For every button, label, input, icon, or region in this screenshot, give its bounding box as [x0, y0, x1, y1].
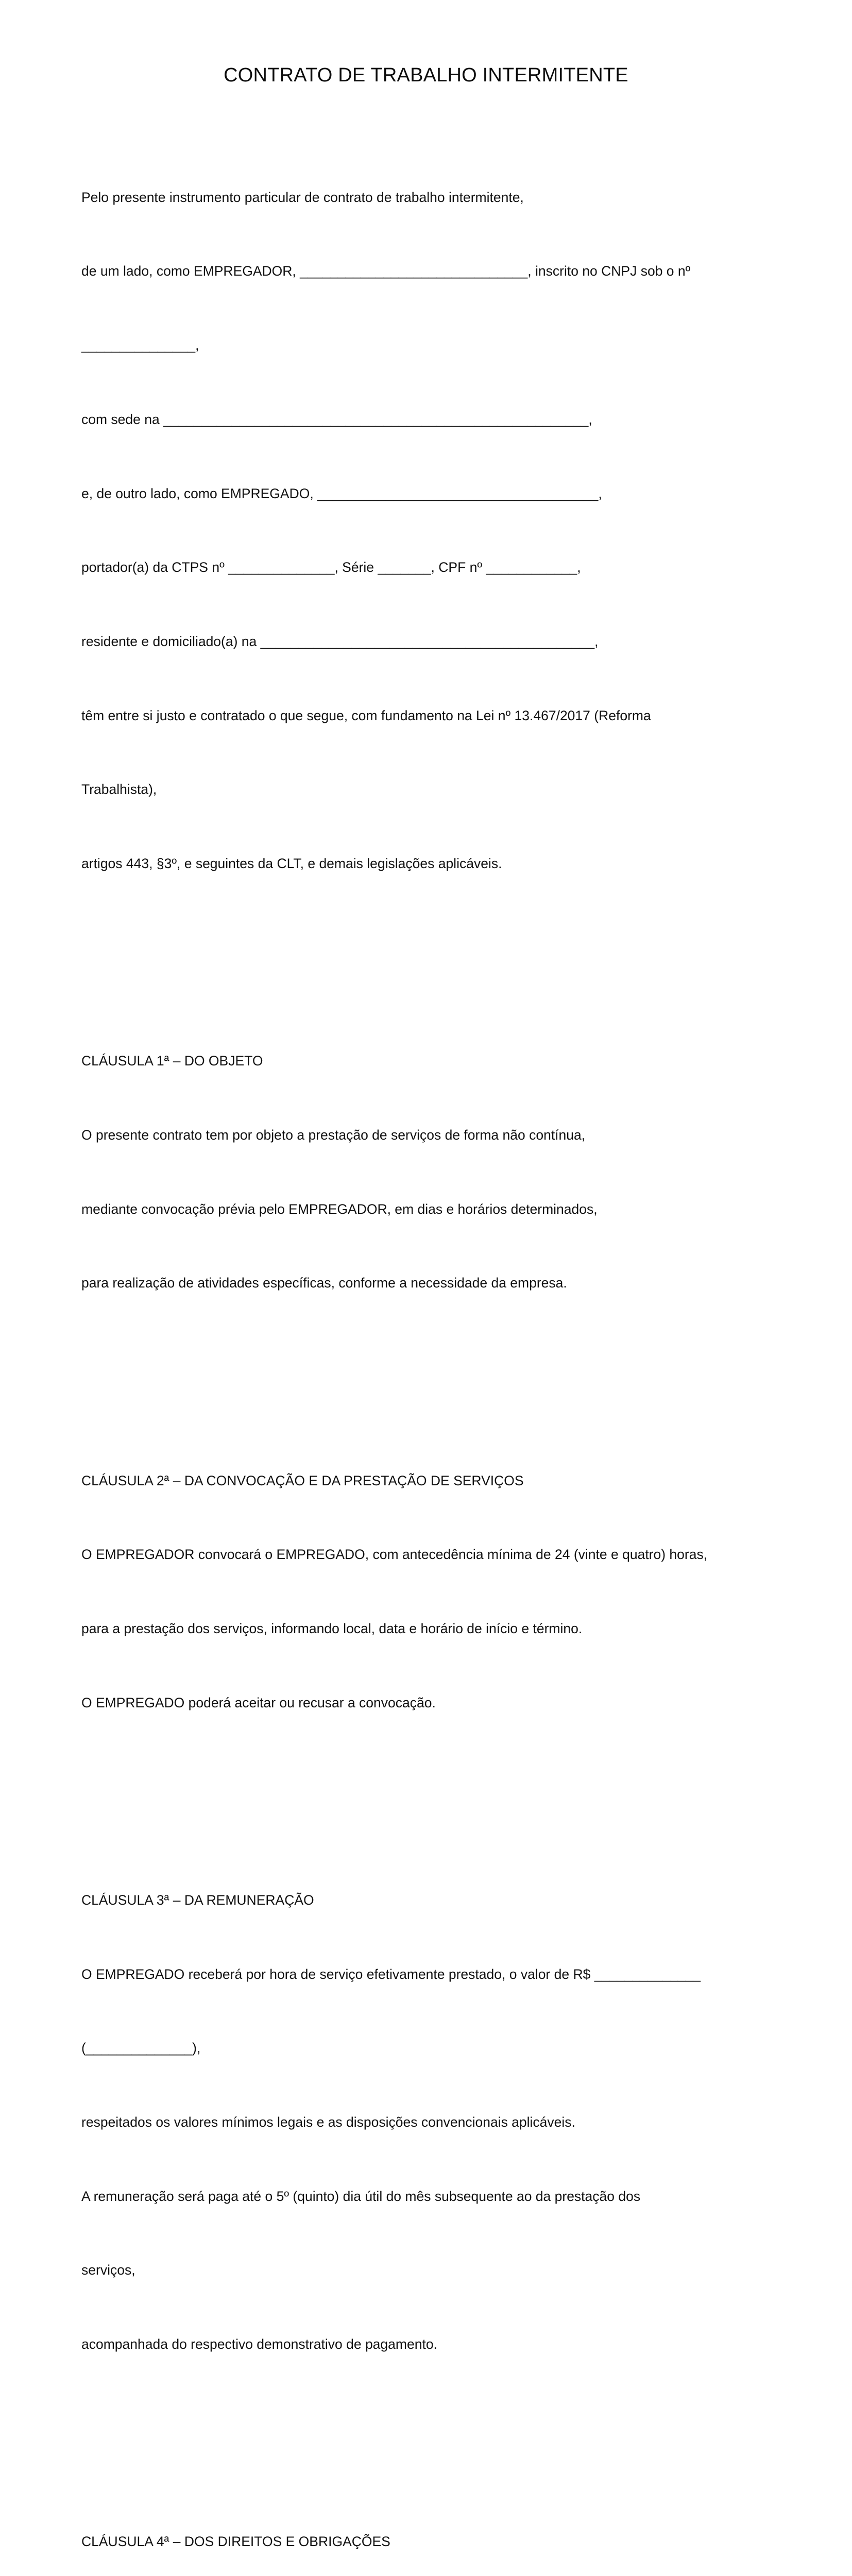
preamble-line: e, de outro lado, como EMPREGADO, _____________________________________, — [81, 485, 602, 501]
paragraph-gap — [81, 2431, 803, 2456]
clause-3-line: acompanhada do respectivo demonstrativo de pagamento. — [81, 2336, 437, 2352]
paragraph-gap — [81, 951, 803, 975]
preamble-line: portador(a) da CTPS nº ______________, Série _______, CPF nº ____________, — [81, 560, 581, 575]
clause-2-heading: CLÁUSULA 2ª – DA CONVOCAÇÃO E DA PRESTAÇÃO DE SERVIÇOS — [81, 1472, 524, 1488]
clause-1-line: O presente contrato tem por objeto a prestação de serviços de forma não contínua, — [81, 1127, 586, 1143]
clause-4-heading: CLÁUSULA 4ª – DOS DIREITOS E OBRIGAÇÕES — [81, 2534, 390, 2550]
clause-3-heading: CLÁUSULA 3ª – DA REMUNERAÇÃO — [81, 1892, 314, 1908]
clause-2-line: para a prestação dos serviços, informando local, data e horário de início e término. — [81, 1621, 583, 1636]
paragraph-gap — [81, 1789, 803, 1814]
clause-1-line: para realização de atividades específicas, conforme a necessidade da empresa. — [81, 1275, 567, 1291]
paragraph-gap — [81, 1370, 803, 1395]
preamble-line: com sede na ________________________________________________________, — [81, 411, 592, 427]
clause-1-heading: CLÁUSULA 1ª – DO OBJETO — [81, 1053, 263, 1069]
document-title: CONTRATO DE TRABALHO INTERMITENTE — [224, 64, 628, 86]
clause-3-line: respeitados os valores mínimos legais e as disposições convencionais aplicáveis. — [81, 2114, 575, 2130]
clause-3-line: (______________), — [81, 2040, 201, 2056]
document-body — [81, 111, 803, 2576]
preamble-line: Pelo presente instrumento particular de contrato de trabalho intermitente, — [81, 189, 524, 205]
preamble-line: de um lado, como EMPREGADOR, ______________________________, inscrito no CNPJ sob o nº — [81, 263, 691, 279]
clause-3-line: A remuneração será paga até o 5º (quinto) dia útil do mês subsequente ao da prestação dos — [81, 2188, 641, 2204]
preamble-line: têm entre si justo e contratado o que segue, com fundamento na Lei nº 13.467/2017 (Reforma — [81, 707, 651, 723]
preamble-line: artigos 443, §3º, e seguintes da CLT, e demais legislações aplicáveis. — [81, 856, 502, 872]
clause-2-line: O EMPREGADOR convocará o EMPREGADO, com antecedência mínima de 24 (vinte e quatro) horas, — [81, 1547, 708, 1563]
preamble-line: _______________, — [81, 337, 199, 353]
clause-1-line: mediante convocação prévia pelo EMPREGADOR, em dias e horários determinados, — [81, 1201, 598, 1217]
clause-2-line: O EMPREGADO poderá aceitar ou recusar a convocação. — [81, 1694, 436, 1710]
clause-3-line: O EMPREGADO receberá por hora de serviço efetivamente prestado, o valor de R$ ______________ — [81, 1966, 701, 1982]
preamble-line: residente e domiciliado(a) na ____________________________________________, — [81, 633, 599, 649]
preamble-line: Trabalhista), — [81, 782, 157, 798]
clause-3-line: serviços, — [81, 2262, 135, 2278]
